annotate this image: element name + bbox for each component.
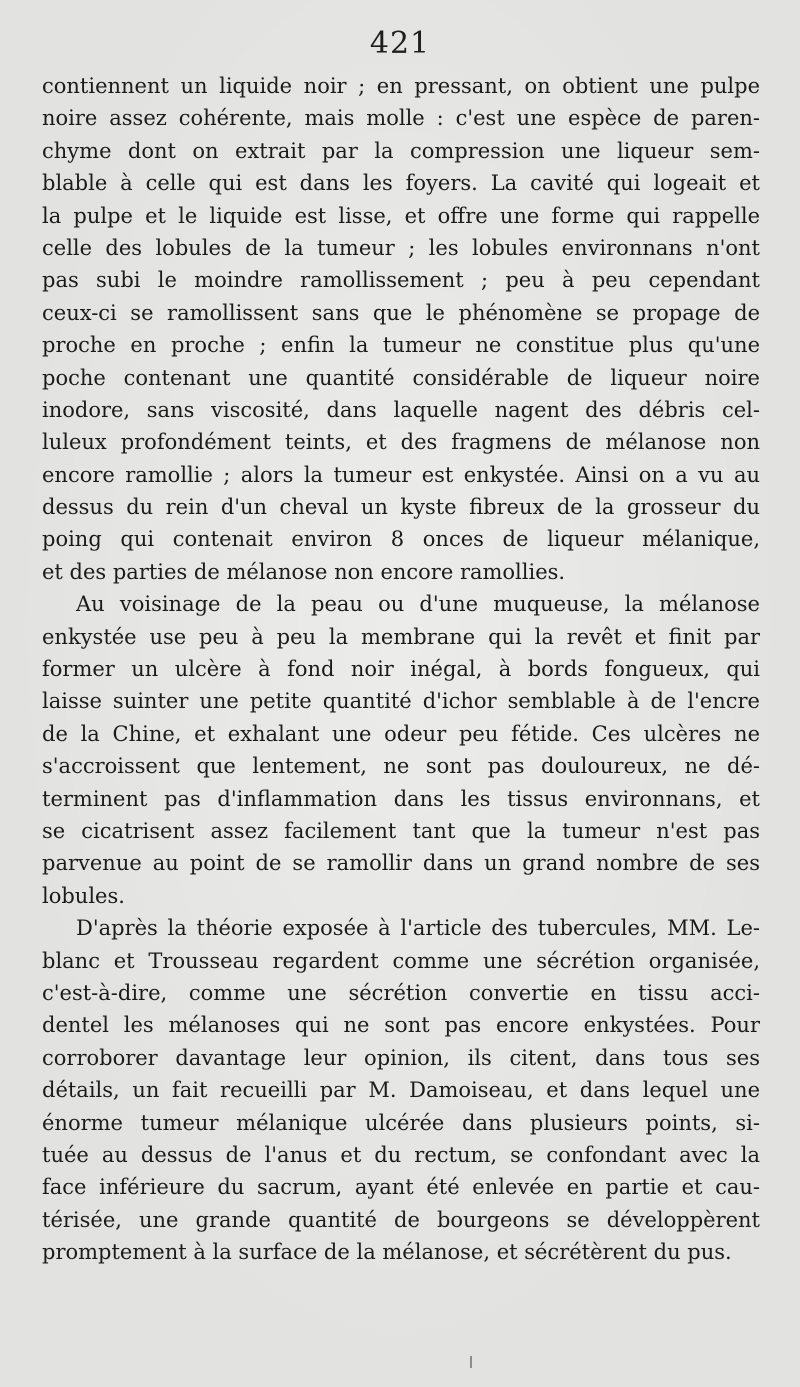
text-line: ceux-ci se ramollissent sans que le phénomène se propage de — [42, 300, 760, 325]
text-line: se cicatrisent assez facilement tant que la tumeur n'est pas — [42, 818, 760, 843]
paragraph-3 — [42, 912, 760, 1268]
scan-mark — [470, 1356, 472, 1368]
text-line: tuée au dessus de l'anus et du rectum, se confondant avec la — [42, 1142, 760, 1167]
text-line: chyme dont on extrait par la compression une liqueur sem- — [42, 138, 760, 163]
text-line: poche contenant une quantité considérable de liqueur noire — [42, 365, 760, 390]
text-line: de la Chine, et exhalant une odeur peu fétide. Ces ulcères ne — [42, 721, 760, 746]
text-line: énorme tumeur mélanique ulcérée dans plusieurs points, si- — [42, 1110, 760, 1135]
paragraph-2 — [42, 588, 760, 912]
text-line: celle des lobules de la tumeur ; les lobules environnans n'ont — [42, 235, 760, 260]
body-text — [42, 70, 760, 1268]
text-line: D'après la théorie exposée à l'article des tubercules, MM. Le- — [76, 916, 760, 941]
text-line: proche en proche ; enfin la tumeur ne constitue plus qu'une — [42, 333, 760, 358]
page-number: 421 — [369, 26, 431, 61]
text-line: blanc et Trousseau regardent comme une sécrétion organisée, — [42, 948, 760, 973]
text-line: terminent pas d'inflammation dans les tissus environnans, et — [42, 786, 760, 811]
text-line: inodore, sans viscosité, dans laquelle nagent des débris cel- — [42, 397, 760, 422]
text-line: parvenue au point de se ramollir dans un grand nombre de ses — [42, 851, 760, 876]
text-line: lobules. — [42, 883, 125, 908]
text-line: c'est-à-dire, comme une sécrétion convertie en tissu acci- — [42, 980, 760, 1005]
text-line: encore ramollie ; alors la tumeur est enkystée. Ainsi on a vu au — [42, 462, 760, 487]
text-line: la pulpe et le liquide est lisse, et offre une forme qui rappelle — [42, 203, 760, 228]
text-line: détails, un fait recueilli par M. Damoiseau, et dans lequel une — [42, 1078, 760, 1103]
text-line: dessus du rein d'un cheval un kyste fibreux de la grosseur du — [42, 495, 760, 520]
text-line: contiennent un liquide noir ; en pressant, on obtient une pulpe — [42, 74, 760, 98]
text-line: s'accroissent que lentement, ne sont pas douloureux, ne dé- — [42, 754, 760, 779]
text-line: dentel les mélanoses qui ne sont pas encore enkystées. Pour — [42, 1013, 760, 1038]
text-line: promptement à la surface de la mélanose, et sécrétèrent du pus. — [42, 1240, 732, 1265]
text-line: noire assez cohérente, mais molle : c'est une espèce de paren- — [42, 106, 760, 131]
text-line: laisse suinter une petite quantité d'ichor semblable à de l'encre — [42, 689, 760, 714]
text-line: enkystée use peu à peu la membrane qui la revêt et finit par — [42, 624, 760, 649]
text-line: former un ulcère à fond noir inégal, à bords fongueux, qui — [42, 657, 760, 682]
text-line: poing qui contenait environ 8 onces de liqueur mélanique, — [42, 527, 760, 552]
text-line: face inférieure du sacrum, ayant été enlevée en partie et cau- — [42, 1175, 760, 1200]
text-line: térisée, une grande quantité de bourgeons se développèrent — [42, 1207, 760, 1232]
text-line: blable à celle qui est dans les foyers. La cavité qui logeait et — [42, 171, 760, 196]
text-line: et des parties de mélanose non encore ramollies. — [42, 559, 566, 584]
text-line: luleux profondément teints, et des fragmens de mélanose non — [42, 430, 760, 455]
text-line: corroborer davantage leur opinion, ils citent, dans tous ses — [42, 1045, 760, 1070]
text-line: pas subi le moindre ramollissement ; peu à peu cependant — [42, 268, 760, 293]
paragraph-1 — [42, 70, 760, 588]
text-line: Au voisinage de la peau ou d'une muqueuse, la mélanose — [76, 592, 760, 617]
